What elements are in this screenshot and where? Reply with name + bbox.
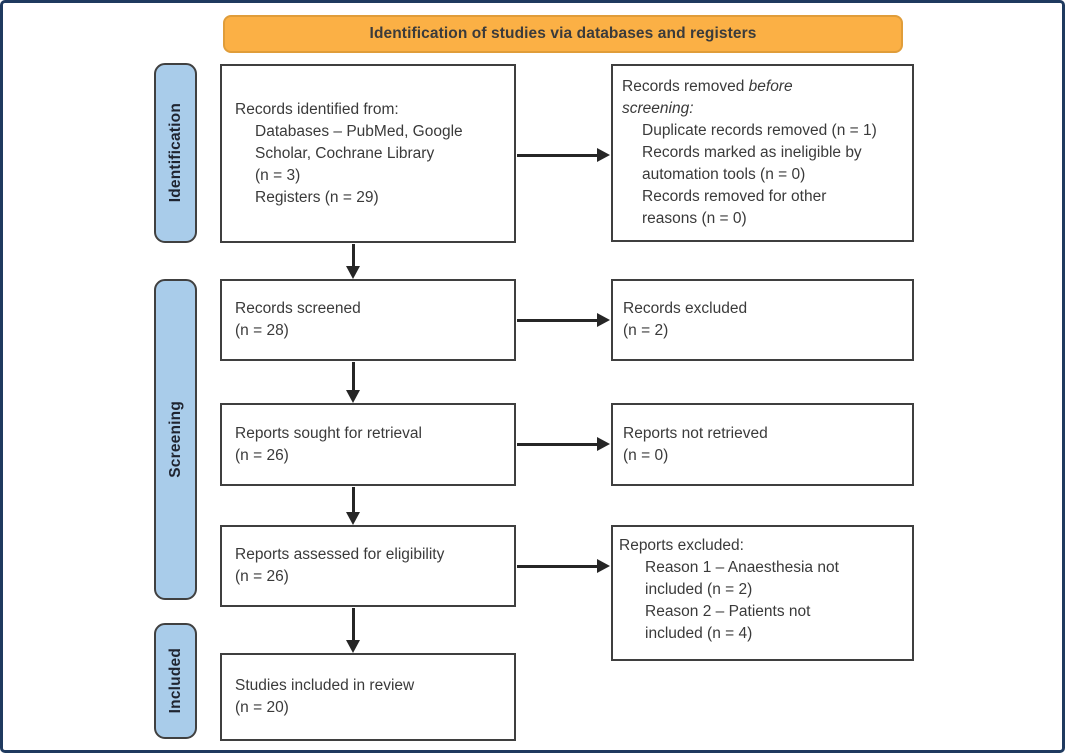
arrow-shaft (517, 443, 597, 446)
text-line: (n = 3) (255, 166, 301, 184)
box-studies-included-in-review (220, 653, 516, 741)
stage-label-screening-text: Screening (166, 401, 184, 478)
text-line: Records marked as ineligible by (642, 144, 862, 161)
text-line: included (n = 4) (645, 625, 753, 642)
box-records-removed-before-screening (611, 64, 914, 242)
arrow-identified-to-removed (517, 148, 610, 162)
arrow-shaft (517, 319, 597, 322)
text-line: Records screened (235, 300, 361, 317)
text-line (622, 98, 902, 120)
arrow-assessed-to-included (346, 608, 360, 653)
arrow-shaft (352, 362, 355, 390)
box-reports-excluded (611, 525, 914, 661)
stage-label-identification-text: Identification (166, 103, 184, 203)
text-line: reasons (n = 0) (642, 210, 747, 227)
text-segment-italic: screening: (622, 100, 694, 117)
box-records-identified (220, 64, 516, 243)
text-line: (n = 0) (623, 446, 669, 464)
text-line: automation tools (n = 0) (642, 166, 806, 183)
box-reports-not-retrieved (611, 403, 914, 486)
diagram-title: Identification of studies via databases and registers (369, 25, 757, 42)
arrow-head-right-icon (597, 559, 610, 573)
text-line: Duplicate records removed (n = 1) (642, 122, 877, 139)
text-line: Reason 1 – Anaesthesia not (645, 559, 839, 576)
text-segment-italic: before (748, 78, 793, 95)
text-line: Records removed for other (642, 188, 827, 205)
text-segment: Records removed (622, 78, 749, 95)
arrow-head-right-icon (597, 148, 610, 162)
stage-label-identification (154, 63, 197, 243)
stage-label-included (154, 623, 197, 739)
text-line: (n = 26) (235, 568, 289, 585)
text-line: Reports not retrieved (623, 424, 768, 442)
arrow-shaft (352, 244, 355, 266)
box-records-excluded (611, 279, 914, 361)
arrow-sought-to-not-retrieved (517, 437, 610, 451)
arrow-head-right-icon (597, 313, 610, 327)
text-line: (n = 26) (235, 446, 289, 464)
title-banner (223, 15, 903, 53)
text-line: (n = 28) (235, 322, 289, 339)
text-line: Records identified from: (235, 100, 399, 118)
arrow-head-down-icon (346, 512, 360, 525)
text-line: Registers (n = 29) (255, 188, 379, 206)
arrow-shaft (517, 154, 597, 157)
arrow-screened-to-excluded (517, 313, 610, 327)
text-line: Studies included in review (235, 677, 415, 694)
arrow-sought-to-assessed (346, 487, 360, 525)
arrow-head-down-icon (346, 266, 360, 279)
arrow-shaft (517, 565, 597, 568)
text-line (622, 76, 902, 98)
arrow-head-down-icon (346, 640, 360, 653)
arrow-head-down-icon (346, 390, 360, 403)
box-records-screened (220, 279, 516, 361)
box-reports-sought-for-retrieval (220, 403, 516, 486)
stage-label-included-text: Included (166, 648, 184, 714)
text-line: included (n = 2) (645, 581, 753, 598)
text-line: (n = 20) (235, 699, 289, 716)
text-line: Reports excluded: (619, 537, 744, 554)
arrow-shaft (352, 487, 355, 512)
arrow-shaft (352, 608, 355, 640)
text-line: Reason 2 – Patients not (645, 603, 811, 620)
text-line: Databases – PubMed, Google (255, 122, 463, 140)
text-line: Scholar, Cochrane Library (255, 144, 435, 162)
box-reports-assessed-for-eligibility (220, 525, 516, 607)
arrow-screened-to-sought (346, 362, 360, 403)
arrow-head-right-icon (597, 437, 610, 451)
text-line: Reports assessed for eligibility (235, 546, 445, 563)
text-line: (n = 2) (623, 322, 669, 339)
stage-label-screening (154, 279, 197, 600)
arrow-assessed-to-reports-excluded (517, 559, 610, 573)
text-line: Records excluded (623, 300, 748, 317)
arrow-identified-to-screened (346, 244, 360, 279)
text-line: Reports sought for retrieval (235, 424, 422, 442)
